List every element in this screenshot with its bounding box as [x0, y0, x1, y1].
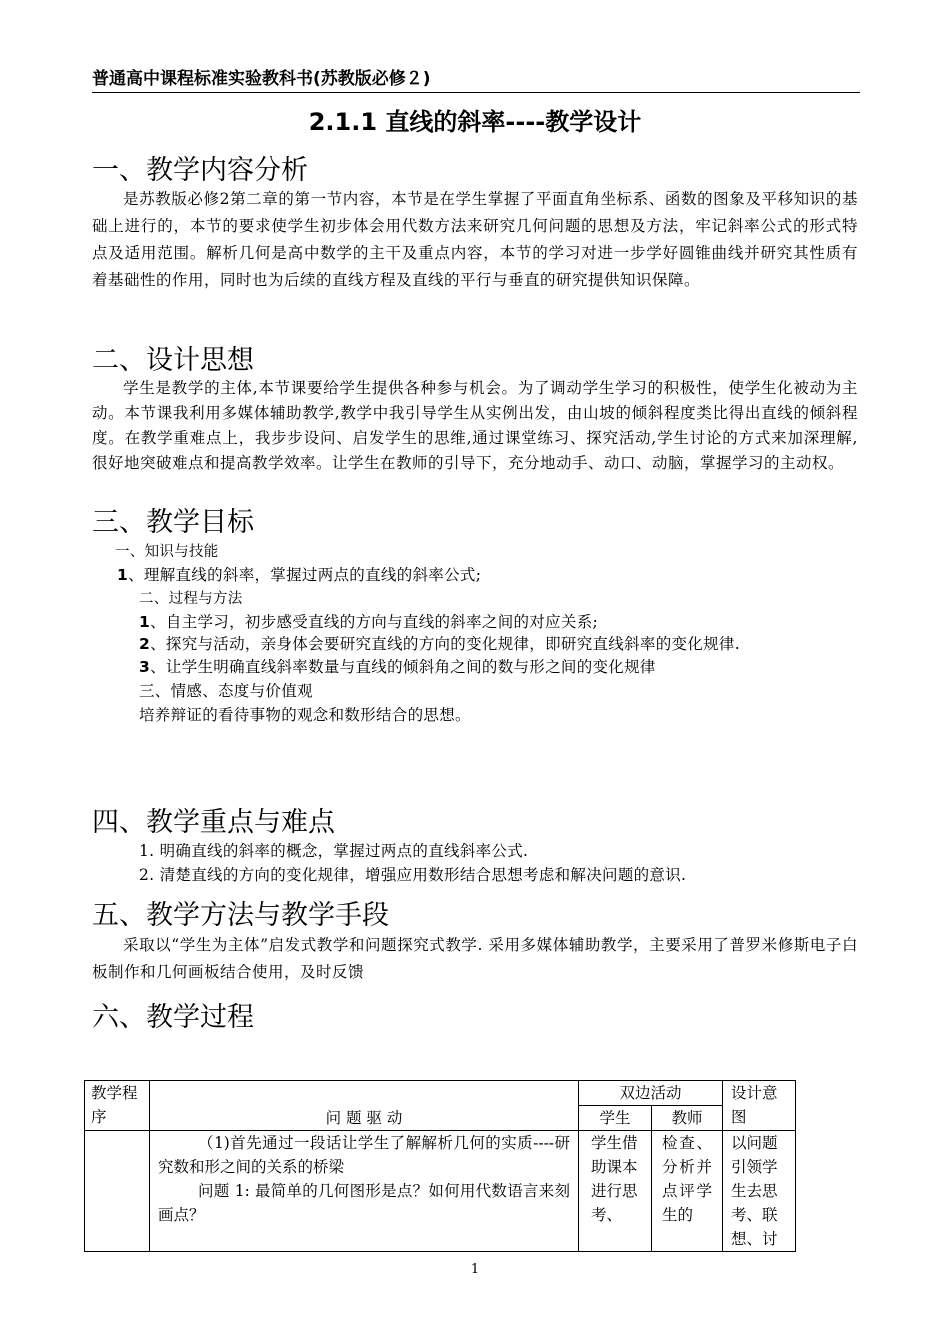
section-heading-methods: 五、教学方法与教学手段 — [92, 900, 389, 931]
table-header-student: 学生 — [579, 1106, 652, 1131]
table-cell-intent: 以问题引领学生去思考、联想、讨 — [723, 1131, 796, 1252]
table-cell-program — [85, 1131, 150, 1252]
section-heading-design-idea: 二、设计思想 — [92, 345, 254, 376]
table-row — [85, 1131, 796, 1252]
key-point-item: 2. 清楚直线的方向的变化规律，增强应用数形结合思想考虑和解决问题的意识. — [139, 866, 687, 884]
objective-item: 培养辩证的看待事物的观念和数形结合的思想。 — [139, 706, 471, 724]
table-header-question: 问 题 驱 动 — [150, 1081, 579, 1131]
teaching-process-table — [84, 1080, 796, 1252]
table-header-intent: 设计意图 — [723, 1081, 796, 1131]
objective-sub-knowledge: 一、知识与技能 — [115, 544, 219, 560]
section-heading-objectives: 三、教学目标 — [92, 507, 254, 538]
table-cell-question — [150, 1131, 579, 1252]
table-header-row — [85, 1081, 796, 1106]
table-header-program: 教学程序 — [85, 1081, 150, 1131]
objective-sub-attitude: 三、情感、态度与价值观 — [139, 682, 313, 700]
document-title: 2.1.1 直线的斜率----教学设计 — [308, 108, 642, 136]
table-cell-teacher: 检查、分析并点评学生的 — [652, 1131, 723, 1252]
table-header-teacher: 教师 — [652, 1106, 723, 1131]
table-header-activity: 双边活动 — [579, 1081, 723, 1106]
objective-item: 1、自主学习，初步感受直线的方向与直线的斜率之间的对应关系; — [139, 613, 599, 631]
section-design-idea-text: 学生是教学的主体,本节课要给学生提供各种参与机会。为了调动学生学习的积极性，使学生化被动为主动。本节课我利用多媒体辅助教学,教学中我引导学生从实例出发，由山坡的倾斜程度类比得出直线的倾斜程度。在教学重难点上，我步步设问、启发学生的思维,通过课堂练习、探究活动,学生讨论的方式来加深理解,很好地突破难点和提高教学效率。让学生在教师的引导下，充分地动手、动口、动脑，掌握学习的主动权。 — [92, 379, 858, 472]
objective-item: 3、让学生明确直线斜率数量与直线的倾斜角之间的数与形之间的变化规律 — [139, 658, 656, 676]
section-heading-process: 六、教学过程 — [92, 1002, 254, 1033]
key-point-item: 1. 明确直线的斜率的概念，掌握过两点的直线斜率公式. — [139, 842, 529, 860]
question-paragraph: 问题 1: 最简单的几何图形是点？如何用代数语言来刻画点？ — [158, 1182, 570, 1224]
objective-item: 2、探究与活动，亲身体会要研究直线的方向的变化规律，即研究直线斜率的变化规律. — [139, 635, 740, 653]
section-heading-content-analysis: 一、教学内容分析 — [92, 155, 308, 186]
objective-sub-process: 二、过程与方法 — [139, 591, 243, 607]
running-header: 普通高中课程标准实验教科书(苏教版必修２) — [92, 66, 860, 93]
page-number: 1 — [470, 1262, 480, 1277]
objective-item: 1、理解直线的斜率，掌握过两点的直线的斜率公式; — [117, 566, 482, 584]
section-methods-text: 采取以“学生为主体”启发式教学和问题探究式教学. 采用多媒体辅助教学，主要采用了普罗米修斯电子白板制作和几何画板结合使用，及时反馈 — [92, 936, 858, 981]
section-heading-key-points: 四、教学重点与难点 — [92, 807, 335, 838]
table-cell-student: 学生借助课本进行思考、 — [579, 1131, 652, 1252]
question-paragraph: （1)首先通过一段话让学生了解解析几何的实质----研究数和形之间的关系的桥梁 — [158, 1134, 570, 1176]
section-content-analysis-text: 是苏教版必修2第二章的第一节内容，本节是在学生掌握了平面直角坐标系、函数的图象及平移知识的基础上进行的，本节的要求使学生初步体会用代数方法来研究几何问题的思想及方法，牢记斜率公式的形式特点及适用范围。解析几何是高中数学的主干及重点内容，本节的学习对进一步学好圆锥曲线并研究其性质有着基础性的作用，同时也为后续的直线方程及直线的平行与垂直的研究提供知识保障。 — [92, 190, 858, 289]
